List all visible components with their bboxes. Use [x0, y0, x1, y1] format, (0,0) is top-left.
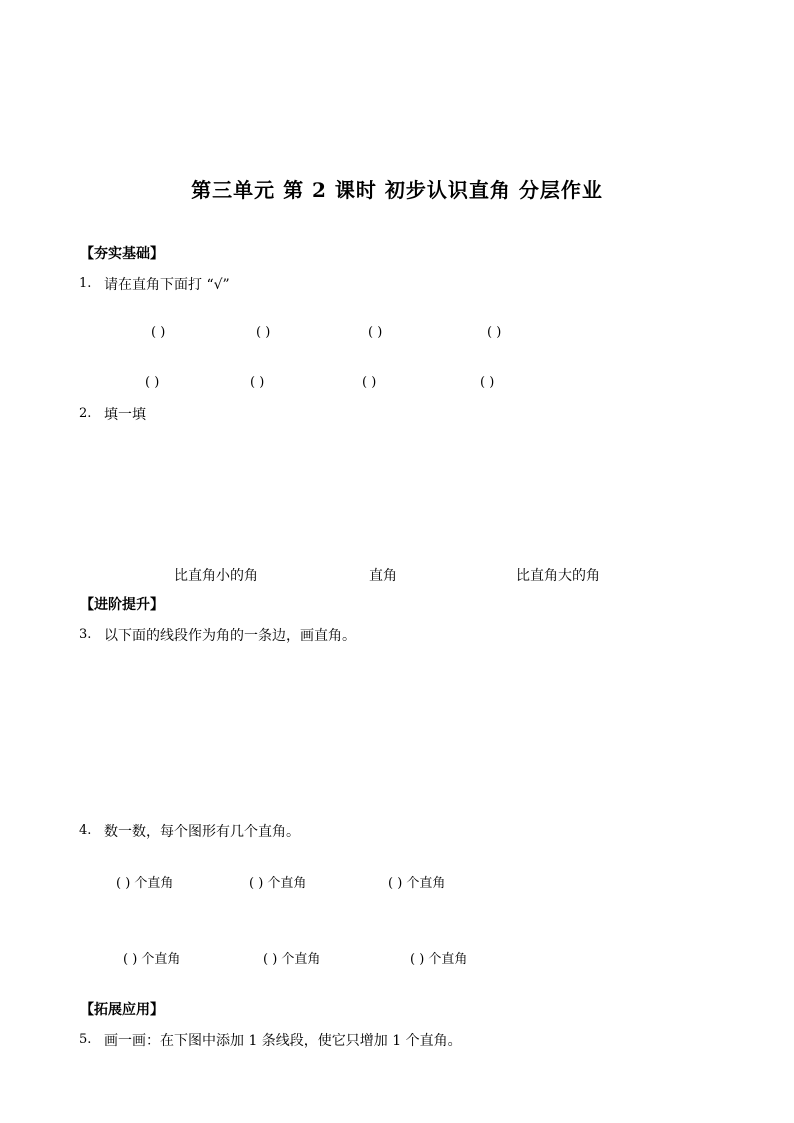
question-3-number: 3. — [79, 627, 92, 642]
page-title: 第三单元 第 2 课时 初步认识直角 分层作业 — [191, 178, 603, 202]
question-1-number: 1. — [79, 276, 92, 291]
question-5-number: 5. — [79, 1032, 92, 1047]
answer-blank-4-6[interactable]: ( ) 个直角 — [410, 952, 468, 967]
answer-blank-1-7[interactable]: ( ) — [362, 375, 377, 390]
question-3-text: 以下面的线段作为角的一条边，画直角。 — [104, 628, 356, 644]
answer-blank-1-3[interactable]: ( ) — [368, 325, 383, 340]
answer-blank-4-3[interactable]: ( ) 个直角 — [388, 876, 446, 891]
answer-blank-4-4[interactable]: ( ) 个直角 — [123, 952, 181, 967]
question-5-text: 画一画：在下图中添加 1 条线段，使它只增加 1 个直角。 — [104, 1033, 462, 1049]
section-heading-advanced: 【进阶提升】 — [80, 597, 164, 613]
answer-blank-1-6[interactable]: ( ) — [250, 375, 265, 390]
answer-blank-1-4[interactable]: ( ) — [487, 325, 502, 340]
label-larger-angle: 比直角大的角 — [516, 568, 600, 584]
answer-blank-1-1[interactable]: ( ) — [151, 325, 166, 340]
section-heading-basic: 【夯实基础】 — [80, 246, 164, 262]
answer-blank-4-1[interactable]: ( ) 个直角 — [116, 876, 174, 891]
label-right-angle: 直角 — [369, 568, 397, 584]
section-heading-extension: 【拓展应用】 — [80, 1002, 164, 1018]
label-smaller-angle: 比直角小的角 — [174, 568, 258, 584]
question-2-text: 填一填 — [104, 407, 146, 423]
answer-blank-1-5[interactable]: ( ) — [145, 375, 160, 390]
answer-blank-1-2[interactable]: ( ) — [256, 325, 271, 340]
question-1-text: 请在直角下面打 “√” — [104, 277, 230, 293]
answer-blank-1-8[interactable]: ( ) — [480, 375, 495, 390]
answer-blank-4-2[interactable]: ( ) 个直角 — [249, 876, 307, 891]
question-4-number: 4. — [79, 823, 92, 838]
question-2-number: 2. — [79, 406, 92, 421]
question-4-text: 数一数，每个图形有几个直角。 — [104, 824, 300, 840]
answer-blank-4-5[interactable]: ( ) 个直角 — [263, 952, 321, 967]
